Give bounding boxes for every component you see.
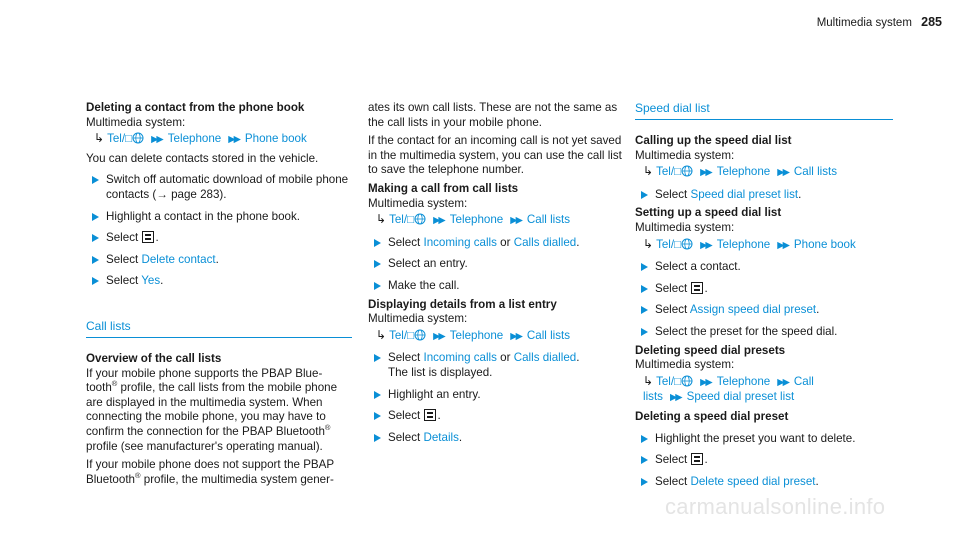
- page-header-title: Multimedia system: [816, 17, 912, 29]
- menu-path: [635, 237, 893, 254]
- step-triangle-icon: [92, 176, 99, 184]
- step-item: Select .: [368, 409, 622, 424]
- path-phone-book[interactable]: Phone book: [793, 237, 856, 251]
- step-triangle-icon: [92, 213, 99, 221]
- double-chevron-icon: ▶▶: [228, 134, 239, 146]
- multimedia-system-label: Multimedia system:: [635, 220, 735, 234]
- path-call-lists[interactable]: Call lists: [526, 213, 571, 227]
- incoming-calls-link[interactable]: Incoming calls: [423, 235, 497, 249]
- double-chevron-icon: ▶▶: [777, 167, 788, 179]
- step-triangle-icon: [374, 239, 381, 247]
- path-speed-dial-preset-list[interactable]: Speed dial preset list: [686, 390, 795, 404]
- step-item: Select .: [635, 453, 893, 468]
- delete-speed-dial-preset-link[interactable]: Delete speed dial preset: [690, 474, 816, 488]
- double-chevron-icon: ▶▶: [151, 134, 162, 146]
- step-triangle-icon: [92, 234, 99, 242]
- step-triangle-icon: [374, 412, 381, 420]
- step-text: Highlight the preset you want to delete.: [655, 431, 856, 445]
- path-arrow-icon: ↳: [643, 236, 654, 251]
- path-tel[interactable]: Tel/: [656, 165, 675, 179]
- step-triangle-icon: [92, 256, 99, 264]
- menu-key-icon: [691, 282, 703, 294]
- step-item: [368, 279, 622, 294]
- paragraph-pbap: If your mobile phone supports the PBAP Blue-tooth® profile, the call lists from the mobile phone are displayed in the multimedia system. When connecting the mobile phone, you may have to confirm the connection for the PBAP Bluetooth® profile (see manufacturer's operating manual).: [86, 366, 338, 453]
- step-text: Select an entry.: [388, 257, 468, 271]
- column-left: [86, 101, 352, 487]
- menu-path: [635, 374, 893, 406]
- heading-delete-contact: Deleting a contact from the phone book: [86, 101, 305, 114]
- path-tel[interactable]: Tel/: [389, 328, 408, 342]
- path-tel[interactable]: Tel/: [107, 132, 126, 146]
- column-middle: [368, 101, 622, 445]
- double-chevron-icon: ▶▶: [510, 330, 521, 342]
- box-glyph: □: [407, 213, 415, 227]
- watermark: carmanualsonline.info: [665, 494, 886, 519]
- globe-icon: [681, 165, 693, 177]
- paragraph-continued: ates its own call lists. These are not the same as the call lists in your mobile phone.: [368, 101, 618, 129]
- double-chevron-icon: ▶▶: [669, 392, 681, 404]
- step-triangle-icon: [641, 328, 648, 336]
- calls-dialled-link[interactable]: Calls dialled: [513, 235, 577, 249]
- section-speed-dial: Speed dial list: [635, 101, 893, 120]
- path-telephone[interactable]: Telephone: [449, 213, 504, 227]
- step-triangle-icon: [374, 434, 381, 442]
- list-displayed-text: The list is displayed.: [388, 365, 493, 379]
- path-call-lists[interactable]: Call lists: [526, 328, 571, 342]
- double-chevron-icon: ▶▶: [700, 376, 711, 388]
- path-telephone[interactable]: Telephone: [716, 165, 771, 179]
- step-item: [86, 253, 352, 268]
- step-triangle-icon: [641, 191, 648, 199]
- speed-dial-preset-list-link[interactable]: Speed dial preset list: [690, 187, 799, 201]
- step-text: Highlight a contact in the phone book.: [106, 209, 301, 223]
- path-telephone[interactable]: Telephone: [449, 328, 504, 342]
- step-text: Highlight an entry.: [388, 387, 481, 401]
- step-triangle-icon: [641, 285, 648, 293]
- step-item: Select Delete speed dial preset.: [635, 475, 893, 490]
- step-select: Select: [106, 274, 139, 288]
- period: .: [215, 252, 219, 266]
- heading-overview: Overview of the call lists: [86, 351, 222, 365]
- step-triangle-icon: [641, 306, 648, 314]
- step-text: Select a contact.: [655, 260, 741, 274]
- intro-text: You can delete contacts stored in the vehicle.: [86, 151, 319, 165]
- box-glyph: □: [674, 374, 682, 388]
- page-header: [764, 15, 942, 31]
- calls-dialled-link[interactable]: Calls dialled: [513, 351, 577, 365]
- step-item: Select Incoming calls or Calls dialled.: [368, 236, 622, 251]
- path-lists[interactable]: lists: [643, 390, 663, 404]
- paragraph-no-pbap: If your mobile phone does not support the PBAP Bluetooth® profile, the multimedia system gener-: [86, 458, 334, 486]
- menu-key-icon: [691, 453, 703, 465]
- menu-key-icon: [424, 409, 436, 421]
- path-telephone[interactable]: Telephone: [716, 374, 771, 388]
- path-telephone[interactable]: Telephone: [716, 237, 771, 251]
- double-chevron-icon: ▶▶: [777, 376, 788, 388]
- step-item: Select Assign speed dial preset.: [635, 303, 893, 318]
- box-glyph: □: [674, 237, 682, 251]
- step-triangle-icon: [641, 456, 648, 464]
- double-chevron-icon: ▶▶: [700, 167, 711, 179]
- step-item: [635, 260, 893, 275]
- menu-path: [86, 131, 352, 148]
- globe-icon: [132, 132, 144, 144]
- path-tel[interactable]: Tel/: [656, 374, 675, 388]
- step-item: Select .: [635, 282, 893, 297]
- step-triangle-icon: [374, 282, 381, 290]
- heading-calling-speed-dial: Calling up the speed dial list: [635, 134, 792, 147]
- step-triangle-icon: [641, 263, 648, 271]
- path-arrow-icon: ↳: [376, 212, 387, 227]
- step-item: [368, 388, 622, 403]
- menu-path: [635, 164, 893, 181]
- step-select: Select: [106, 231, 139, 245]
- path-arrow-icon: ↳: [643, 373, 654, 388]
- menu-path: [368, 212, 622, 229]
- column-right: [635, 101, 893, 489]
- box-glyph: □: [674, 165, 682, 179]
- period: .: [160, 274, 164, 288]
- step-item: Select Details.: [368, 431, 622, 446]
- period: .: [155, 231, 159, 245]
- step-triangle-icon: [92, 277, 99, 285]
- step-item: [86, 173, 352, 202]
- path-tel[interactable]: Tel/: [656, 237, 675, 251]
- heading-details: Displaying details from a list entry: [368, 297, 557, 311]
- step-triangle-icon: [641, 435, 648, 443]
- incoming-calls-link[interactable]: Incoming calls: [423, 351, 497, 365]
- step-item: [86, 231, 352, 246]
- double-chevron-icon: ▶▶: [433, 330, 444, 342]
- paragraph-save-number: If the contact for an incoming call is not yet saved in the multimedia system, you can use the call list to save the telephone number.: [368, 134, 622, 177]
- details-link[interactable]: Details: [423, 430, 459, 444]
- path-call[interactable]: Call: [793, 374, 814, 388]
- step-item: Select Incoming calls or Calls dialled. The list is displayed.: [368, 351, 622, 380]
- double-chevron-icon: ▶▶: [700, 239, 711, 251]
- step-select: Select: [106, 252, 139, 266]
- heading-making-call: Making a call from call lists: [368, 181, 519, 195]
- path-call-lists[interactable]: Call lists: [793, 165, 838, 179]
- double-chevron-icon: ▶▶: [433, 215, 444, 227]
- page-number: 285: [921, 15, 942, 29]
- multimedia-system-label: Multimedia system:: [368, 196, 468, 210]
- step-item: [635, 325, 893, 340]
- multimedia-system-label: Multimedia system:: [635, 148, 735, 162]
- step-item: [86, 274, 352, 289]
- menu-key-icon: [142, 231, 154, 243]
- step-item: [86, 210, 352, 225]
- multimedia-system-label: Multimedia system:: [368, 312, 468, 326]
- path-arrow-icon: ↳: [643, 164, 654, 179]
- box-glyph: □: [407, 328, 415, 342]
- path-tel[interactable]: Tel/: [389, 213, 408, 227]
- double-chevron-icon: ▶▶: [777, 239, 788, 251]
- path-phone-book[interactable]: Phone book: [244, 132, 307, 146]
- heading-setting-up: Setting up a speed dial list: [635, 206, 782, 220]
- path-telephone[interactable]: Telephone: [167, 132, 222, 146]
- step-text: Select the preset for the speed dial.: [655, 324, 838, 338]
- heading-deleting-preset: Deleting a speed dial preset: [635, 409, 789, 423]
- delete-contact-link[interactable]: Delete contact: [141, 252, 216, 266]
- globe-icon: [681, 238, 693, 250]
- box-glyph: □: [125, 132, 133, 146]
- globe-icon: [681, 375, 693, 387]
- step-text: Switch off automatic download of mobile phone contacts (→ page 283).: [106, 173, 349, 201]
- globe-icon: [414, 213, 426, 225]
- multimedia-system-label: Multimedia system:: [86, 115, 186, 129]
- step-item: [635, 432, 893, 447]
- assign-speed-dial-link[interactable]: Assign speed dial preset: [689, 303, 817, 317]
- yes-link[interactable]: Yes: [141, 274, 161, 288]
- globe-icon: [414, 329, 426, 341]
- multimedia-system-label: Multimedia system:: [635, 358, 735, 372]
- double-chevron-icon: ▶▶: [510, 215, 521, 227]
- section-call-lists: Call lists: [86, 319, 352, 338]
- step-text: Make the call.: [388, 278, 460, 292]
- step-triangle-icon: [641, 478, 648, 486]
- step-triangle-icon: [374, 354, 381, 362]
- path-arrow-icon: ↳: [94, 131, 105, 146]
- step-triangle-icon: [374, 391, 381, 399]
- step-triangle-icon: [374, 260, 381, 268]
- step-item: Select Speed dial preset list.: [635, 188, 893, 203]
- menu-path: [368, 328, 622, 345]
- heading-deleting-presets: Deleting speed dial presets: [635, 343, 786, 357]
- step-item: [368, 257, 622, 272]
- path-arrow-icon: ↳: [376, 327, 387, 342]
